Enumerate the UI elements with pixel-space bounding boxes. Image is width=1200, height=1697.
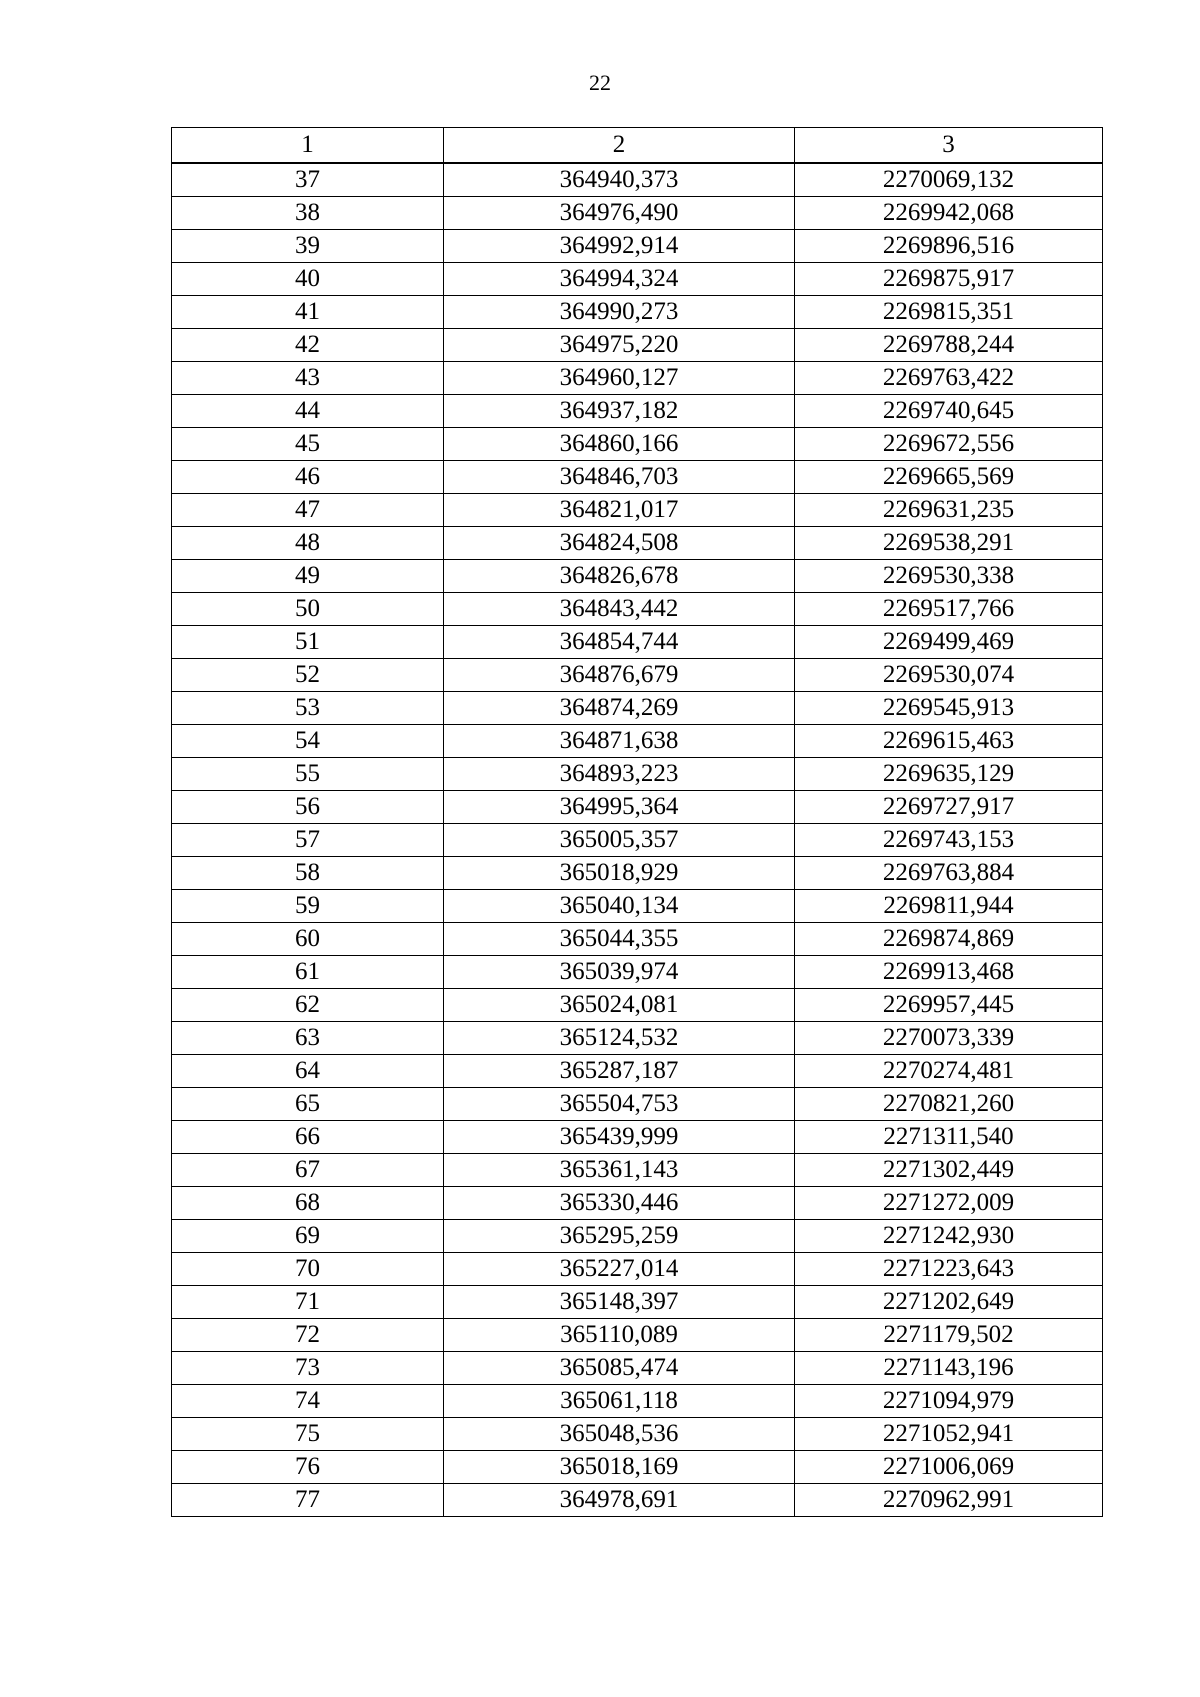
point-number-cell: 47: [172, 494, 444, 527]
x-coordinate-cell: 364978,691: [444, 1484, 795, 1517]
table-row: [172, 296, 1103, 329]
point-number-cell: 65: [172, 1088, 444, 1121]
y-coordinate-cell: 2271311,540: [795, 1121, 1103, 1154]
y-coordinate-cell: 2269811,944: [795, 890, 1103, 923]
x-coordinate-cell: 364994,324: [444, 263, 795, 296]
y-coordinate-cell: 2269545,913: [795, 692, 1103, 725]
x-coordinate-cell: 364990,273: [444, 296, 795, 329]
y-coordinate-cell: 2271094,979: [795, 1385, 1103, 1418]
point-number-cell: 63: [172, 1022, 444, 1055]
point-number-cell: 40: [172, 263, 444, 296]
x-coordinate-cell: 364995,364: [444, 791, 795, 824]
y-coordinate-cell: 2269957,445: [795, 989, 1103, 1022]
y-coordinate-cell: 2271302,449: [795, 1154, 1103, 1187]
point-number-cell: 68: [172, 1187, 444, 1220]
table-row: [172, 1088, 1103, 1121]
y-coordinate-cell: 2269763,422: [795, 362, 1103, 395]
y-coordinate-cell: 2269530,338: [795, 560, 1103, 593]
table-row: [172, 791, 1103, 824]
table-row: [172, 461, 1103, 494]
y-coordinate-cell: 2269727,917: [795, 791, 1103, 824]
x-coordinate-cell: 364826,678: [444, 560, 795, 593]
header-row: [172, 128, 1103, 164]
y-coordinate-cell: 2271223,643: [795, 1253, 1103, 1286]
y-coordinate-cell: 2269499,469: [795, 626, 1103, 659]
table-row: [172, 923, 1103, 956]
point-number-cell: 72: [172, 1319, 444, 1352]
table-row: [172, 428, 1103, 461]
x-coordinate-cell: 364937,182: [444, 395, 795, 428]
x-coordinate-cell: 364876,679: [444, 659, 795, 692]
table-row: [172, 626, 1103, 659]
x-coordinate-cell: 364960,127: [444, 362, 795, 395]
table-row: [172, 857, 1103, 890]
point-number-cell: 73: [172, 1352, 444, 1385]
point-number-cell: 77: [172, 1484, 444, 1517]
x-coordinate-cell: 365018,929: [444, 857, 795, 890]
table-row: [172, 560, 1103, 593]
y-coordinate-cell: 2269631,235: [795, 494, 1103, 527]
table-row: [172, 1187, 1103, 1220]
table-row: [172, 1451, 1103, 1484]
table-row: [172, 1484, 1103, 1517]
y-coordinate-cell: 2269672,556: [795, 428, 1103, 461]
y-coordinate-cell: 2270069,132: [795, 163, 1103, 197]
table-body: [172, 163, 1103, 1517]
y-coordinate-cell: 2269896,516: [795, 230, 1103, 263]
table-row: [172, 1385, 1103, 1418]
y-coordinate-cell: 2270821,260: [795, 1088, 1103, 1121]
point-number-cell: 45: [172, 428, 444, 461]
point-number-cell: 69: [172, 1220, 444, 1253]
x-coordinate-cell: 365005,357: [444, 824, 795, 857]
x-coordinate-cell: 364940,373: [444, 163, 795, 197]
x-coordinate-cell: 365504,753: [444, 1088, 795, 1121]
x-coordinate-cell: 364843,442: [444, 593, 795, 626]
point-number-cell: 75: [172, 1418, 444, 1451]
x-coordinate-cell: 365048,536: [444, 1418, 795, 1451]
y-coordinate-cell: 2269538,291: [795, 527, 1103, 560]
point-number-cell: 57: [172, 824, 444, 857]
point-number-cell: 52: [172, 659, 444, 692]
y-coordinate-cell: 2271202,649: [795, 1286, 1103, 1319]
x-coordinate-cell: 364846,703: [444, 461, 795, 494]
x-coordinate-cell: 365044,355: [444, 923, 795, 956]
y-coordinate-cell: 2270274,481: [795, 1055, 1103, 1088]
table-row: [172, 1253, 1103, 1286]
point-number-cell: 51: [172, 626, 444, 659]
point-number-cell: 58: [172, 857, 444, 890]
x-coordinate-cell: 365110,089: [444, 1319, 795, 1352]
x-coordinate-cell: 365039,974: [444, 956, 795, 989]
table-row: [172, 758, 1103, 791]
x-coordinate-cell: 365227,014: [444, 1253, 795, 1286]
table-row: [172, 362, 1103, 395]
point-number-cell: 66: [172, 1121, 444, 1154]
y-coordinate-cell: 2269913,468: [795, 956, 1103, 989]
y-coordinate-cell: 2271006,069: [795, 1451, 1103, 1484]
point-number-cell: 50: [172, 593, 444, 626]
y-coordinate-cell: 2269875,917: [795, 263, 1103, 296]
point-number-cell: 43: [172, 362, 444, 395]
point-number-cell: 42: [172, 329, 444, 362]
y-coordinate-cell: 2271272,009: [795, 1187, 1103, 1220]
y-coordinate-cell: 2269743,153: [795, 824, 1103, 857]
y-coordinate-cell: 2269763,884: [795, 857, 1103, 890]
point-number-cell: 49: [172, 560, 444, 593]
point-number-cell: 67: [172, 1154, 444, 1187]
table-row: [172, 197, 1103, 230]
table-row: [172, 1352, 1103, 1385]
table-row: [172, 163, 1103, 197]
table-row: [172, 1022, 1103, 1055]
x-coordinate-cell: 365287,187: [444, 1055, 795, 1088]
y-coordinate-cell: 2269665,569: [795, 461, 1103, 494]
table-row: [172, 824, 1103, 857]
x-coordinate-cell: 365085,474: [444, 1352, 795, 1385]
point-number-cell: 60: [172, 923, 444, 956]
x-coordinate-cell: 365295,259: [444, 1220, 795, 1253]
y-coordinate-cell: 2269530,074: [795, 659, 1103, 692]
x-coordinate-cell: 365439,999: [444, 1121, 795, 1154]
point-number-cell: 41: [172, 296, 444, 329]
point-number-cell: 48: [172, 527, 444, 560]
table-row: [172, 1418, 1103, 1451]
point-number-cell: 37: [172, 163, 444, 197]
x-coordinate-cell: 365024,081: [444, 989, 795, 1022]
point-number-cell: 70: [172, 1253, 444, 1286]
x-coordinate-cell: 365018,169: [444, 1451, 795, 1484]
point-number-cell: 64: [172, 1055, 444, 1088]
y-coordinate-cell: 2269815,351: [795, 296, 1103, 329]
table-row: [172, 329, 1103, 362]
table-row: [172, 692, 1103, 725]
point-number-cell: 39: [172, 230, 444, 263]
y-coordinate-cell: 2271143,196: [795, 1352, 1103, 1385]
page-number: 22: [589, 70, 611, 95]
x-coordinate-cell: 364976,490: [444, 197, 795, 230]
table-row: [172, 1220, 1103, 1253]
y-coordinate-cell: 2269942,068: [795, 197, 1103, 230]
y-coordinate-cell: 2271179,502: [795, 1319, 1103, 1352]
x-coordinate-cell: 365148,397: [444, 1286, 795, 1319]
y-coordinate-cell: 2269635,129: [795, 758, 1103, 791]
table-row: [172, 593, 1103, 626]
y-coordinate-cell: 2271242,930: [795, 1220, 1103, 1253]
x-coordinate-cell: 365361,143: [444, 1154, 795, 1187]
x-coordinate-cell: 364871,638: [444, 725, 795, 758]
point-number-cell: 61: [172, 956, 444, 989]
column-header-3: 3: [795, 128, 1103, 164]
y-coordinate-cell: 2270962,991: [795, 1484, 1103, 1517]
point-number-cell: 59: [172, 890, 444, 923]
table-row: [172, 263, 1103, 296]
column-header-2: 2: [444, 128, 795, 164]
x-coordinate-cell: 364854,744: [444, 626, 795, 659]
table-header: [172, 128, 1103, 164]
point-number-cell: 56: [172, 791, 444, 824]
table-row: [172, 890, 1103, 923]
point-number-cell: 74: [172, 1385, 444, 1418]
x-coordinate-cell: 365040,134: [444, 890, 795, 923]
table-row: [172, 395, 1103, 428]
table-row: [172, 989, 1103, 1022]
table-row: [172, 494, 1103, 527]
x-coordinate-cell: 365061,118: [444, 1385, 795, 1418]
y-coordinate-cell: 2269615,463: [795, 725, 1103, 758]
x-coordinate-cell: 365330,446: [444, 1187, 795, 1220]
point-number-cell: 76: [172, 1451, 444, 1484]
table-row: [172, 725, 1103, 758]
table-row: [172, 1319, 1103, 1352]
point-number-cell: 71: [172, 1286, 444, 1319]
table-row: [172, 956, 1103, 989]
table-row: [172, 527, 1103, 560]
x-coordinate-cell: 364824,508: [444, 527, 795, 560]
x-coordinate-cell: 364975,220: [444, 329, 795, 362]
point-number-cell: 38: [172, 197, 444, 230]
y-coordinate-cell: 2270073,339: [795, 1022, 1103, 1055]
table-row: [172, 1286, 1103, 1319]
point-number-cell: 44: [172, 395, 444, 428]
y-coordinate-cell: 2269740,645: [795, 395, 1103, 428]
x-coordinate-cell: 364874,269: [444, 692, 795, 725]
point-number-cell: 54: [172, 725, 444, 758]
table-row: [172, 1154, 1103, 1187]
y-coordinate-cell: 2271052,941: [795, 1418, 1103, 1451]
x-coordinate-cell: 364992,914: [444, 230, 795, 263]
table-row: [172, 1055, 1103, 1088]
y-coordinate-cell: 2269874,869: [795, 923, 1103, 956]
point-number-cell: 53: [172, 692, 444, 725]
point-number-cell: 62: [172, 989, 444, 1022]
table-row: [172, 230, 1103, 263]
coordinates-table: [171, 127, 1103, 1517]
y-coordinate-cell: 2269517,766: [795, 593, 1103, 626]
x-coordinate-cell: 365124,532: [444, 1022, 795, 1055]
y-coordinate-cell: 2269788,244: [795, 329, 1103, 362]
table-row: [172, 659, 1103, 692]
column-header-1: 1: [172, 128, 444, 164]
point-number-cell: 55: [172, 758, 444, 791]
x-coordinate-cell: 364860,166: [444, 428, 795, 461]
x-coordinate-cell: 364821,017: [444, 494, 795, 527]
x-coordinate-cell: 364893,223: [444, 758, 795, 791]
point-number-cell: 46: [172, 461, 444, 494]
table-row: [172, 1121, 1103, 1154]
